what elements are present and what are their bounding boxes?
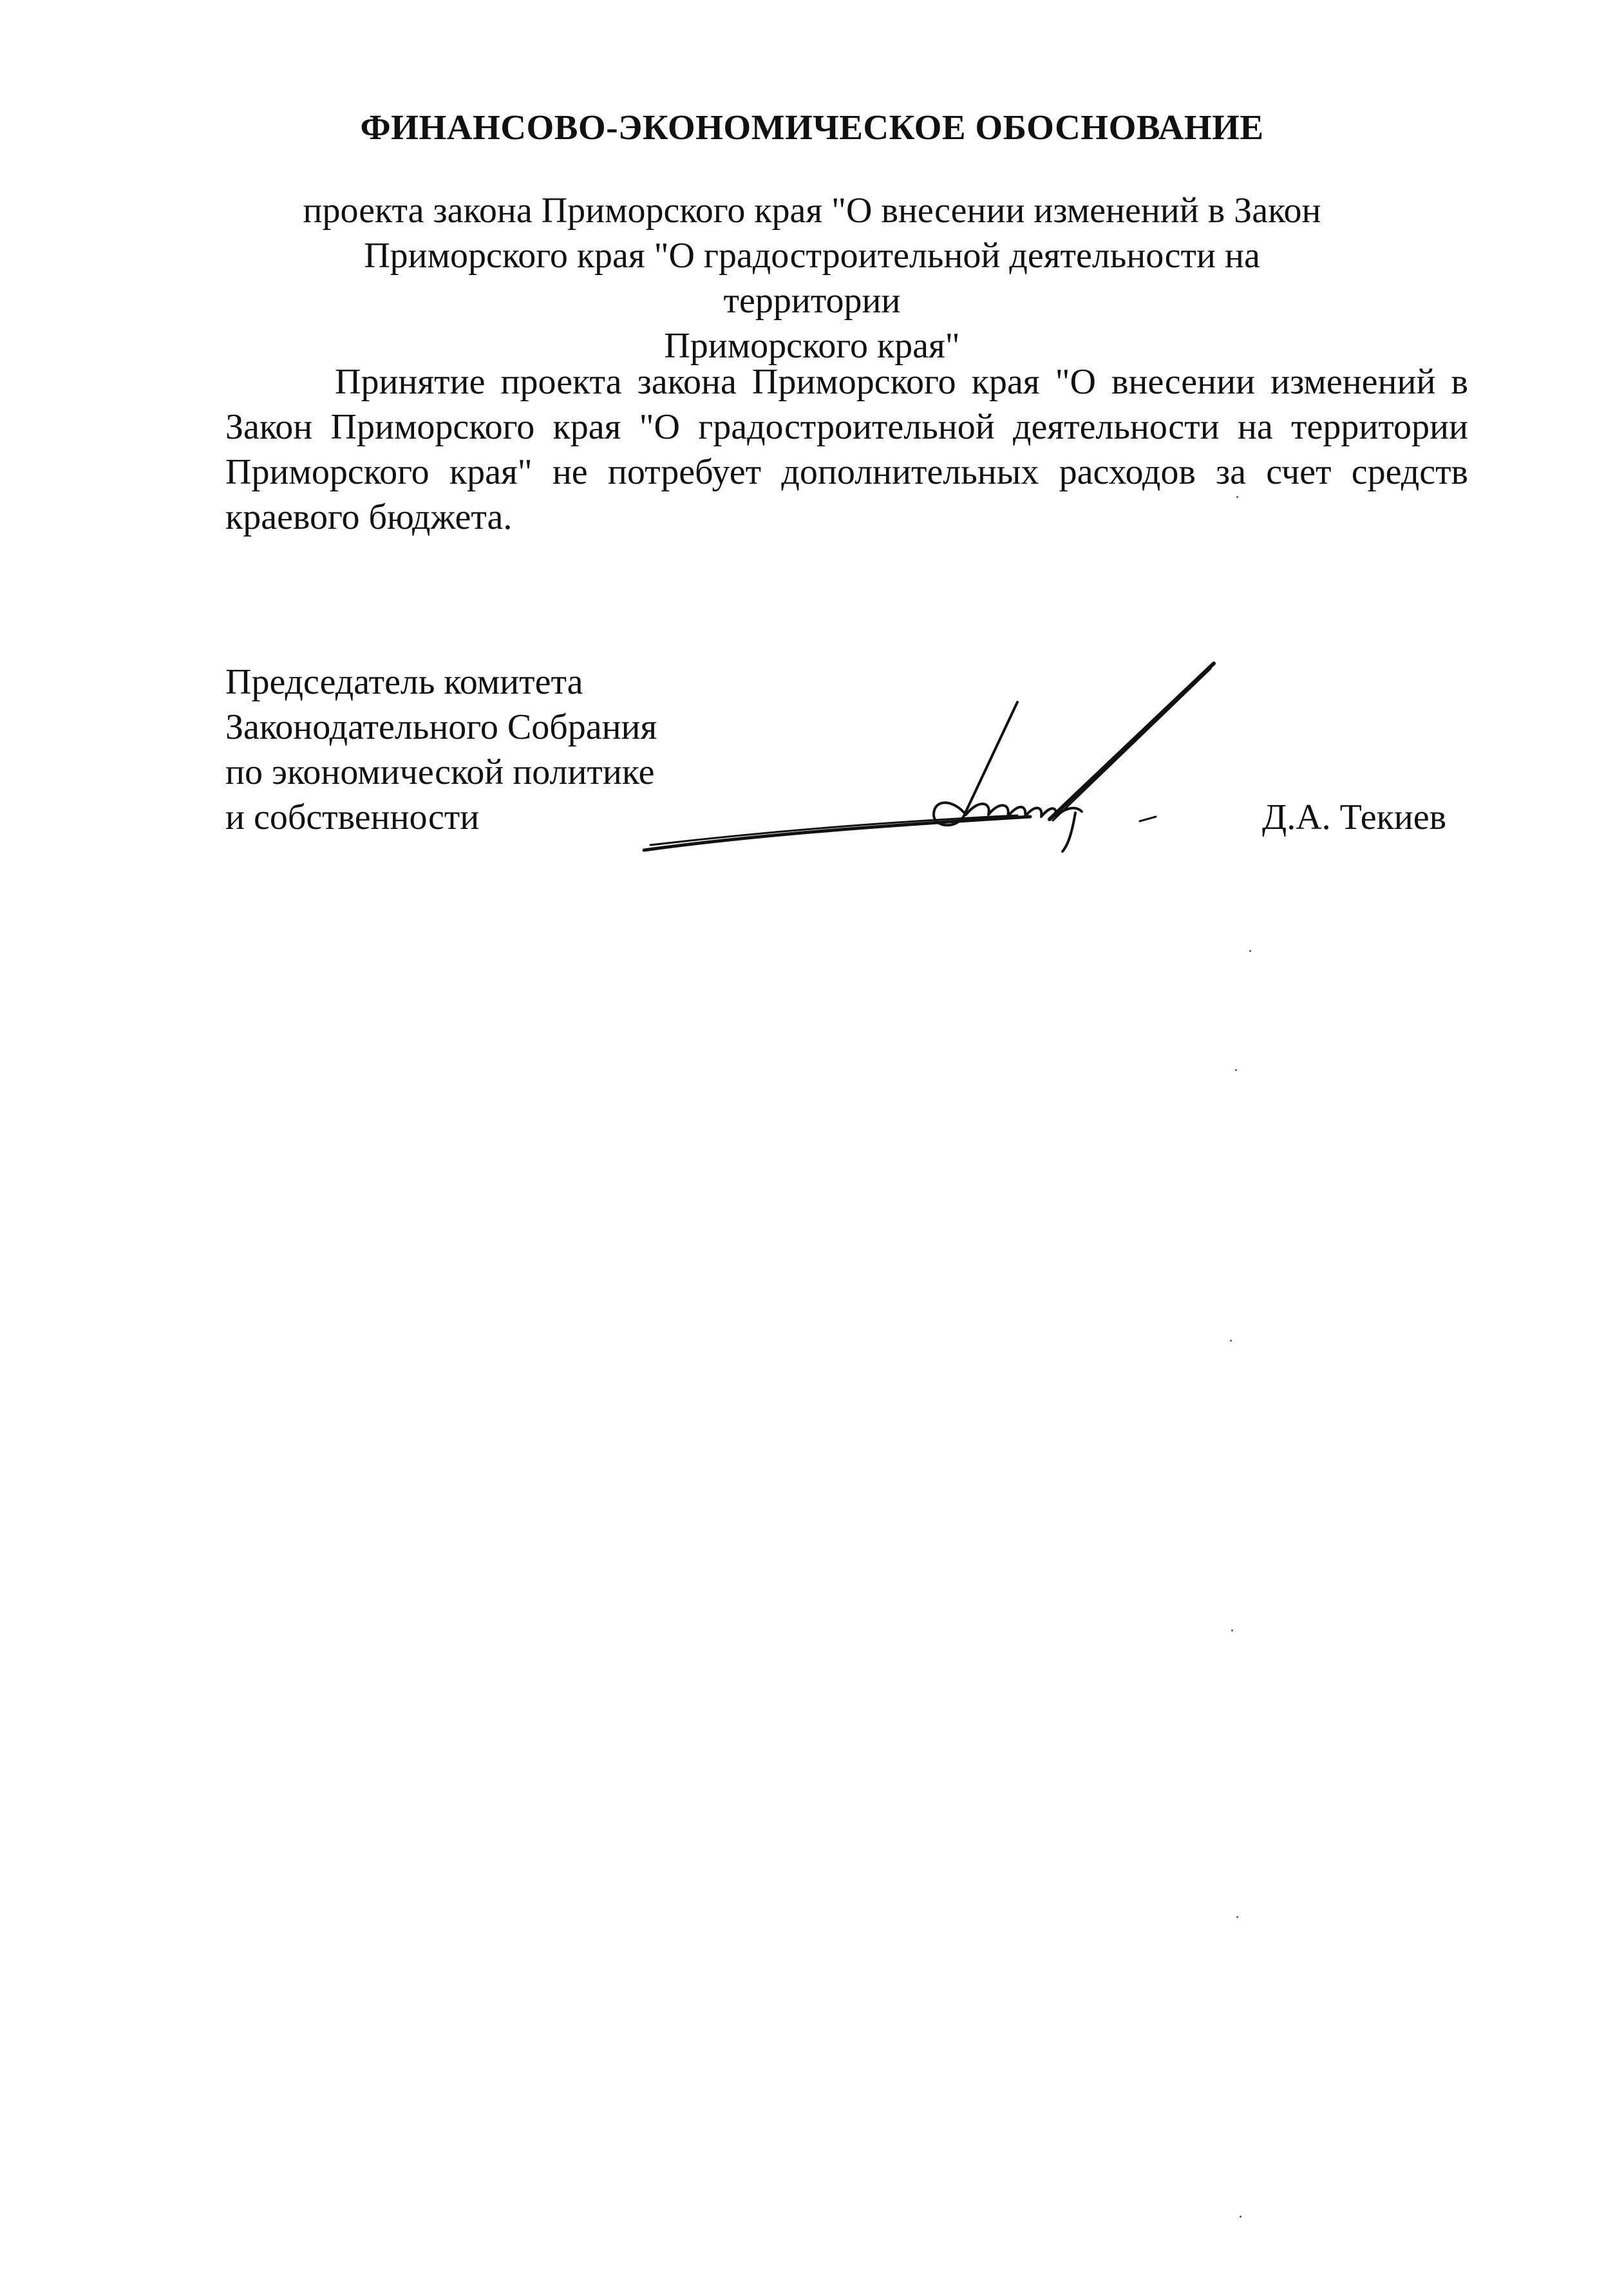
document-subtitle [283, 188, 1341, 368]
signatory-title-line: Председатель комитета [225, 662, 583, 702]
scan-speck [1249, 950, 1251, 952]
subtitle-line: Приморского края "О градостроительной деятельности на территории [364, 236, 1260, 321]
scan-speck [1236, 496, 1238, 498]
scan-speck [1236, 1916, 1238, 1918]
document-title: ФИНАНСОВО-ЭКОНОМИЧЕСКОЕ ОБОСНОВАНИЕ [360, 108, 1264, 147]
handwritten-signature [631, 651, 1223, 869]
signatory-title [225, 660, 657, 840]
scan-speck [1231, 1630, 1233, 1631]
body-paragraph: Принятие проекта закона Приморского края "О внесении изменений в Закон Приморского края "О градостроительной деятельности на территории Приморского края" не потребует дополнительных расходов за счет средств краевого бюджета. [225, 362, 1468, 537]
scan-speck [1240, 2216, 1242, 2218]
scan-speck [1230, 1340, 1232, 1342]
subtitle-line: проекта закона Приморского края "О внесении изменений в Закон [303, 191, 1321, 231]
signatory-title-line: и собственности [225, 797, 480, 837]
subtitle-line: Приморского края" [664, 326, 960, 366]
signatory-title-line: по экономической политике [225, 752, 655, 792]
scan-speck [1235, 1069, 1237, 1071]
signatory-name: Д.А. Текиев [1262, 797, 1447, 837]
signatory-title-line: Законодательного Собрания [225, 707, 657, 747]
